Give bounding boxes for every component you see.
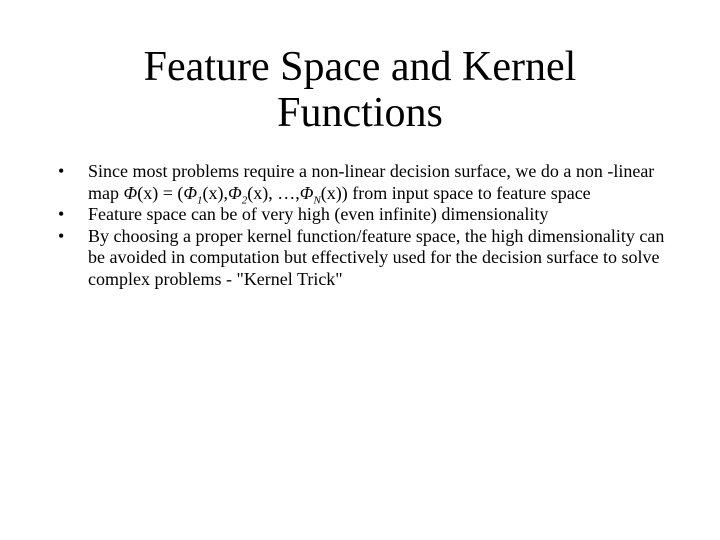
- bullet-2-text: Feature space can be of very high (even infinite) dimensionality: [88, 204, 549, 224]
- bullet-1-text: Since most problems require a non-linear decision surface, we do a non -linear map $\Phi(x) = (\Phi_1(x),\Phi_2(x)$, $\dots,\Phi_N(x)$) from input space to feature space: [88, 161, 655, 207]
- bullet-item-dimensionality: [58, 204, 668, 226]
- bullet-marker: •: [58, 225, 65, 246]
- slide-title: [0, 44, 720, 136]
- bullet-3-text: By choosing a proper kernel function/feature space, the high dimensionality can be avoided in computation but effectively used for the decision surface to solve complex problems - "Kernel Trick": [88, 225, 665, 289]
- bullet-list: [58, 161, 668, 290]
- bullet-marker: •: [58, 161, 65, 181]
- bullet-marker: •: [58, 204, 65, 224]
- slide-title-line-1: Feature Space and Kernel: [143, 44, 577, 90]
- bullet-item-nonlinear-map: [58, 161, 668, 207]
- bullet-item-kernel-trick: [58, 226, 668, 291]
- slide-title-line-2: Functions: [277, 90, 443, 136]
